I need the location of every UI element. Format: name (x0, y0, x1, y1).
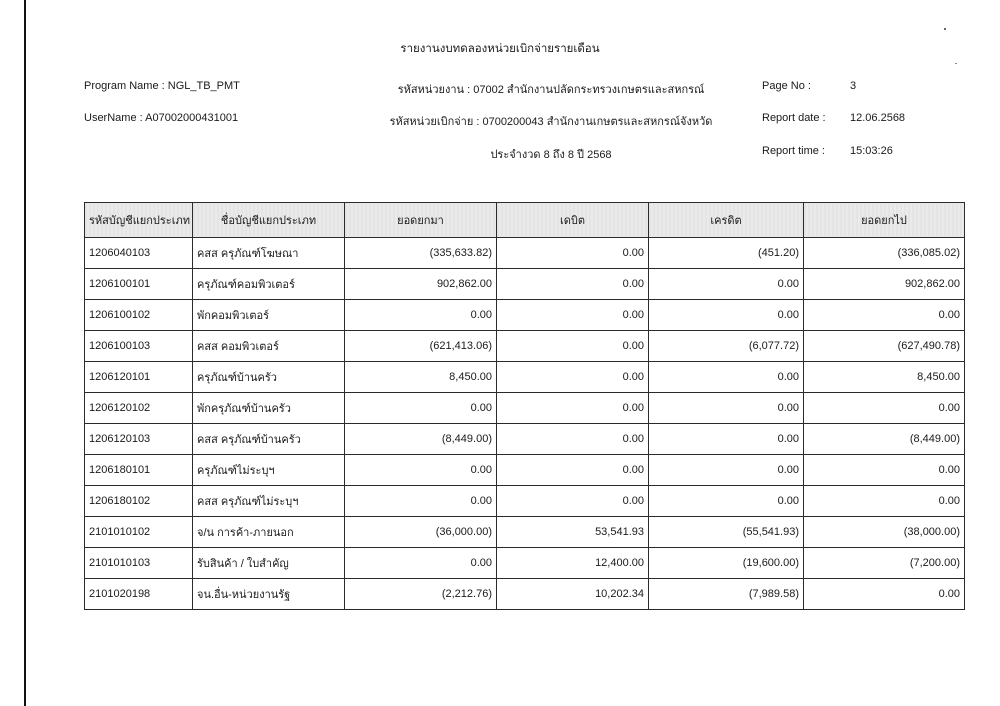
cell-opening-balance: 0.00 (345, 300, 497, 331)
cell-debit: 0.00 (497, 300, 649, 331)
page-no-value: 3 (850, 80, 857, 92)
cell-account-name: คสส ครุภัณฑ์โฆษณา (193, 238, 345, 269)
cell-credit: (7,989.58) (649, 579, 804, 610)
cell-opening-balance: 0.00 (345, 455, 497, 486)
report-time-label: Report time : (762, 145, 825, 157)
cell-closing-balance: 0.00 (804, 486, 965, 517)
page-no-label: Page No : (762, 80, 811, 92)
cell-debit: 0.00 (497, 362, 649, 393)
header-row (85, 203, 965, 238)
cell-account-name: คสส ครุภัณฑ์ไม่ระบุฯ (193, 486, 345, 517)
cell-account-code: 1206100103 (85, 331, 193, 362)
table-row (85, 517, 965, 548)
cell-account-code: 2101010102 (85, 517, 193, 548)
cell-closing-balance: 0.00 (804, 300, 965, 331)
cell-opening-balance: 8,450.00 (345, 362, 497, 393)
table-header (85, 203, 965, 238)
cell-debit: 0.00 (497, 486, 649, 517)
cell-credit: (55,541.93) (649, 517, 804, 548)
cell-debit: 0.00 (497, 331, 649, 362)
cell-account-name: คสส ครุภัณฑ์บ้านครัว (193, 424, 345, 455)
cell-account-code: 2101010103 (85, 548, 193, 579)
cell-account-code: 1206100101 (85, 269, 193, 300)
cell-opening-balance: (8,449.00) (345, 424, 497, 455)
cell-closing-balance: 0.00 (804, 579, 965, 610)
report-title: รายงานงบทดลองหน่วยเบิกจ่ายรายเดือน (400, 43, 600, 55)
table-row (85, 579, 965, 610)
cell-debit: 10,202.34 (497, 579, 649, 610)
header-credit: เครดิต (649, 203, 804, 238)
header-account-name: ชื่อบัญชีแยกประเภท (193, 203, 345, 238)
cell-closing-balance: 902,862.00 (804, 269, 965, 300)
cell-debit: 0.00 (497, 424, 649, 455)
trial-balance-table (84, 202, 965, 610)
scan-speck (944, 28, 946, 30)
cell-credit: 0.00 (649, 455, 804, 486)
cell-account-code: 1206180102 (85, 486, 193, 517)
cell-account-code: 2101020198 (85, 579, 193, 610)
cell-credit: 0.00 (649, 300, 804, 331)
header-opening-balance: ยอดยกมา (345, 203, 497, 238)
cell-account-name: จ/น การค้า-ภายนอก (193, 517, 345, 548)
cell-account-name: รับสินค้า / ใบสำคัญ (193, 548, 345, 579)
cell-closing-balance: 0.00 (804, 455, 965, 486)
cell-credit: (6,077.72) (649, 331, 804, 362)
cell-opening-balance: (621,413.06) (345, 331, 497, 362)
table-row (85, 548, 965, 579)
cell-closing-balance: (7,200.00) (804, 548, 965, 579)
cell-account-code: 1206040103 (85, 238, 193, 269)
cell-account-name: พักคอมพิวเตอร์ (193, 300, 345, 331)
cell-account-code: 1206120103 (85, 424, 193, 455)
cell-account-code: 1206180101 (85, 455, 193, 486)
cell-debit: 0.00 (497, 238, 649, 269)
cell-account-code: 1206120101 (85, 362, 193, 393)
report-date-label: Report date : (762, 112, 826, 124)
scan-speck (955, 63, 957, 64)
table-row (85, 362, 965, 393)
program-name: Program Name : NGL_TB_PMT (84, 80, 240, 92)
table-row (85, 424, 965, 455)
cell-debit: 53,541.93 (497, 517, 649, 548)
cell-opening-balance: (2,212.76) (345, 579, 497, 610)
cell-opening-balance: (36,000.00) (345, 517, 497, 548)
cell-opening-balance: 902,862.00 (345, 269, 497, 300)
report-time-value: 15:03:26 (850, 145, 893, 157)
cell-closing-balance: (336,085.02) (804, 238, 965, 269)
table-row (85, 300, 965, 331)
cell-debit: 12,400.00 (497, 548, 649, 579)
cell-debit: 0.00 (497, 269, 649, 300)
page-left-border (24, 0, 26, 706)
cell-account-name: คสส คอมพิวเตอร์ (193, 331, 345, 362)
table-row (85, 269, 965, 300)
cell-account-name: ครุภัณฑ์คอมพิวเตอร์ (193, 269, 345, 300)
cell-credit: (19,600.00) (649, 548, 804, 579)
agency-code: รหัสหน่วยงาน : 07002 สำนักงานปลัดกระทรวงเกษตรและสหกรณ์ (397, 84, 705, 96)
cell-debit: 0.00 (497, 393, 649, 424)
cell-opening-balance: 0.00 (345, 548, 497, 579)
table-body (85, 238, 965, 610)
header-debit: เดบิต (497, 203, 649, 238)
cell-credit: 0.00 (649, 269, 804, 300)
cell-closing-balance: 0.00 (804, 393, 965, 424)
cell-account-name: พักครุภัณฑ์บ้านครัว (193, 393, 345, 424)
cell-credit: 0.00 (649, 486, 804, 517)
header-account-code: รหัสบัญชีแยกประเภท (85, 203, 193, 238)
report-date-value: 12.06.2568 (850, 112, 906, 124)
cell-account-code: 1206120102 (85, 393, 193, 424)
cell-debit: 0.00 (497, 455, 649, 486)
cell-credit: 0.00 (649, 393, 804, 424)
cell-credit: (451.20) (649, 238, 804, 269)
table-row (85, 455, 965, 486)
table-row (85, 486, 965, 517)
cell-account-code: 1206100102 (85, 300, 193, 331)
cell-credit: 0.00 (649, 424, 804, 455)
cell-account-name: จน.อื่น-หน่วยงานรัฐ (193, 579, 345, 610)
cell-closing-balance: (627,490.78) (804, 331, 965, 362)
report-period: ประจำงวด 8 ถึง 8 ปี 2568 (490, 149, 612, 161)
table-row (85, 393, 965, 424)
cell-closing-balance: 8,450.00 (804, 362, 965, 393)
cell-opening-balance: (335,633.82) (345, 238, 497, 269)
cell-account-name: ครุภัณฑ์ไม่ระบุฯ (193, 455, 345, 486)
table-row (85, 331, 965, 362)
username: UserName : A07002000431001 (84, 112, 239, 124)
cell-credit: 0.00 (649, 362, 804, 393)
cell-opening-balance: 0.00 (345, 486, 497, 517)
cell-opening-balance: 0.00 (345, 393, 497, 424)
cell-closing-balance: (38,000.00) (804, 517, 965, 548)
cell-account-name: ครุภัณฑ์บ้านครัว (193, 362, 345, 393)
table-row (85, 238, 965, 269)
disbursing-unit-code: รหัสหน่วยเบิกจ่าย : 0700200043 สำนักงานเกษตรและสหกรณ์จังหวัด (389, 116, 713, 128)
header-closing-balance: ยอดยกไป (804, 203, 965, 238)
cell-closing-balance: (8,449.00) (804, 424, 965, 455)
